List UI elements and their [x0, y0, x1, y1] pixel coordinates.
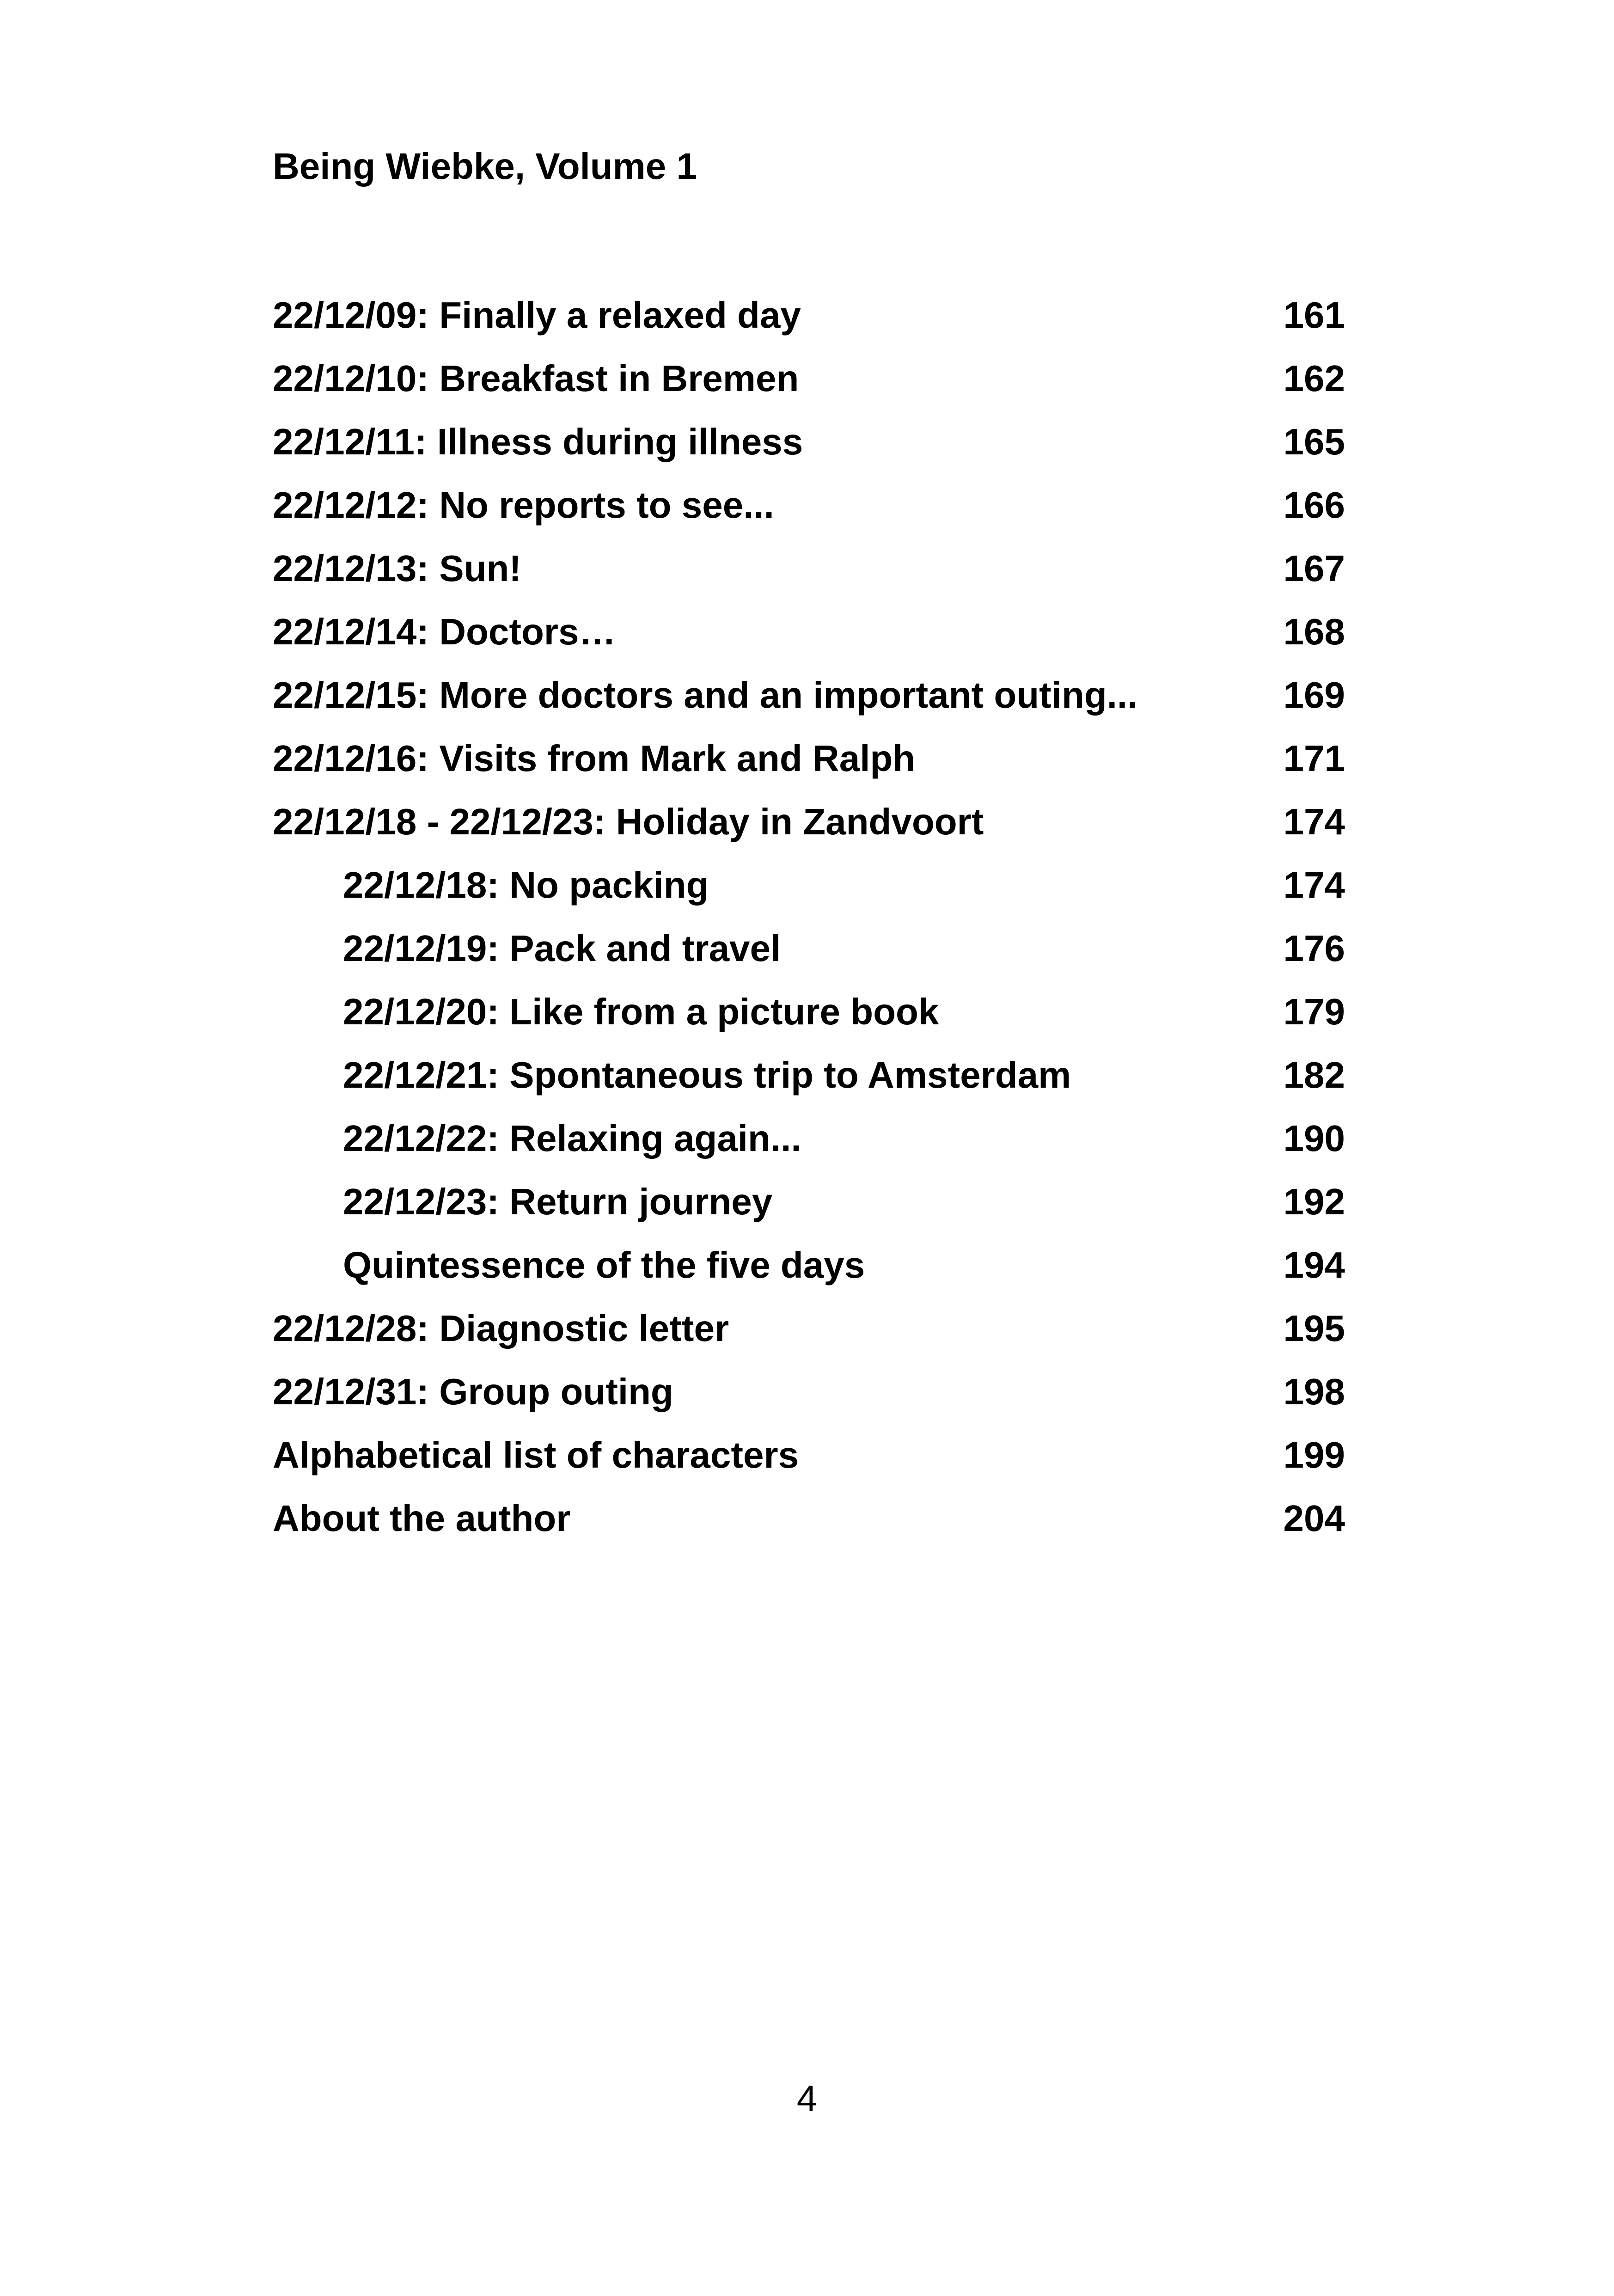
- toc-entry: [273, 283, 1345, 347]
- toc-entry-page: 168: [1283, 611, 1345, 652]
- toc-entry: [273, 1297, 1345, 1360]
- toc-subentry: [273, 980, 1345, 1043]
- toc-entry-page: 169: [1283, 674, 1345, 716]
- toc-entry-title: 22/12/23: Return journey: [343, 1181, 773, 1222]
- toc-entry-title: 22/12/31: Group outing: [273, 1371, 673, 1412]
- toc-entry-title: Alphabetical list of characters: [273, 1434, 799, 1476]
- toc-entry-page: 166: [1283, 484, 1345, 526]
- toc-entry-page: 171: [1283, 738, 1345, 779]
- toc-entry-title: 22/12/15: More doctors and an important outing...: [273, 674, 1138, 716]
- toc-entry: [273, 663, 1345, 727]
- toc-entry: [273, 473, 1345, 537]
- toc-subentry: [273, 1170, 1345, 1233]
- toc-subentry: [273, 1233, 1345, 1297]
- toc-subentry: [273, 853, 1345, 917]
- toc-entry-title: Quintessence of the five days: [343, 1244, 865, 1286]
- toc-entry-page: 161: [1283, 294, 1345, 336]
- toc-entry-title: 22/12/20: Like from a picture book: [343, 991, 939, 1032]
- toc-entry-page: 194: [1283, 1244, 1345, 1286]
- toc-entry-page: 179: [1283, 991, 1345, 1032]
- toc-entry-title: 22/12/09: Finally a relaxed day: [273, 294, 801, 336]
- toc-entry-page: 192: [1283, 1181, 1345, 1222]
- toc-entry: [273, 600, 1345, 663]
- toc-entry: [273, 347, 1345, 410]
- toc-entry-title: 22/12/21: Spontaneous trip to Amsterdam: [343, 1054, 1071, 1096]
- toc-entry-page: 190: [1283, 1118, 1345, 1159]
- toc-entry: [273, 790, 1345, 853]
- toc-entry: [273, 1487, 1345, 1550]
- toc-entry-title: 22/12/12: No reports to see...: [273, 484, 774, 526]
- toc-entry: [273, 1360, 1345, 1423]
- toc-entry-page: 195: [1283, 1308, 1345, 1349]
- toc-entry-title: 22/12/18: No packing: [343, 864, 709, 906]
- toc-entry-page: 204: [1283, 1498, 1345, 1539]
- toc-entry: [273, 727, 1345, 790]
- toc-entry-title: About the author: [273, 1498, 571, 1539]
- toc-entry-title: 22/12/14: Doctors…: [273, 611, 616, 652]
- toc-entry-page: 174: [1283, 801, 1345, 842]
- page-number: 4: [796, 2078, 818, 2119]
- toc-entry-title: 22/12/18 - 22/12/23: Holiday in Zandvoort: [273, 801, 984, 842]
- toc-entry: [273, 1423, 1345, 1487]
- toc-entry-page: 182: [1283, 1054, 1345, 1096]
- toc-entry-title: 22/12/16: Visits from Mark and Ralph: [273, 738, 916, 779]
- toc-subentry: [273, 917, 1345, 980]
- toc-entry: [273, 410, 1345, 473]
- toc-subentry: [273, 1043, 1345, 1107]
- toc-entry-title: 22/12/10: Breakfast in Bremen: [273, 358, 799, 399]
- toc-subentry: [273, 1107, 1345, 1170]
- toc-entry-page: 167: [1283, 548, 1345, 589]
- toc-entry-page: 165: [1283, 421, 1345, 462]
- toc-entry: [273, 537, 1345, 600]
- toc-entry-title: 22/12/11: Illness during illness: [273, 421, 803, 462]
- toc-entry-title: 22/12/13: Sun!: [273, 548, 522, 589]
- toc-entry-title: 22/12/28: Diagnostic letter: [273, 1308, 729, 1349]
- toc-entry-title: 22/12/19: Pack and travel: [343, 928, 781, 969]
- toc-entry-page: 162: [1283, 358, 1345, 399]
- table-of-contents: [273, 283, 1345, 1550]
- toc-entry-page: 174: [1283, 864, 1345, 906]
- toc-entry-page: 198: [1283, 1371, 1345, 1412]
- toc-entry-page: 176: [1283, 928, 1345, 969]
- toc-entry-page: 199: [1283, 1434, 1345, 1476]
- toc-entry-title: 22/12/22: Relaxing again...: [343, 1118, 801, 1159]
- running-header: Being Wiebke, Volume 1: [273, 146, 697, 187]
